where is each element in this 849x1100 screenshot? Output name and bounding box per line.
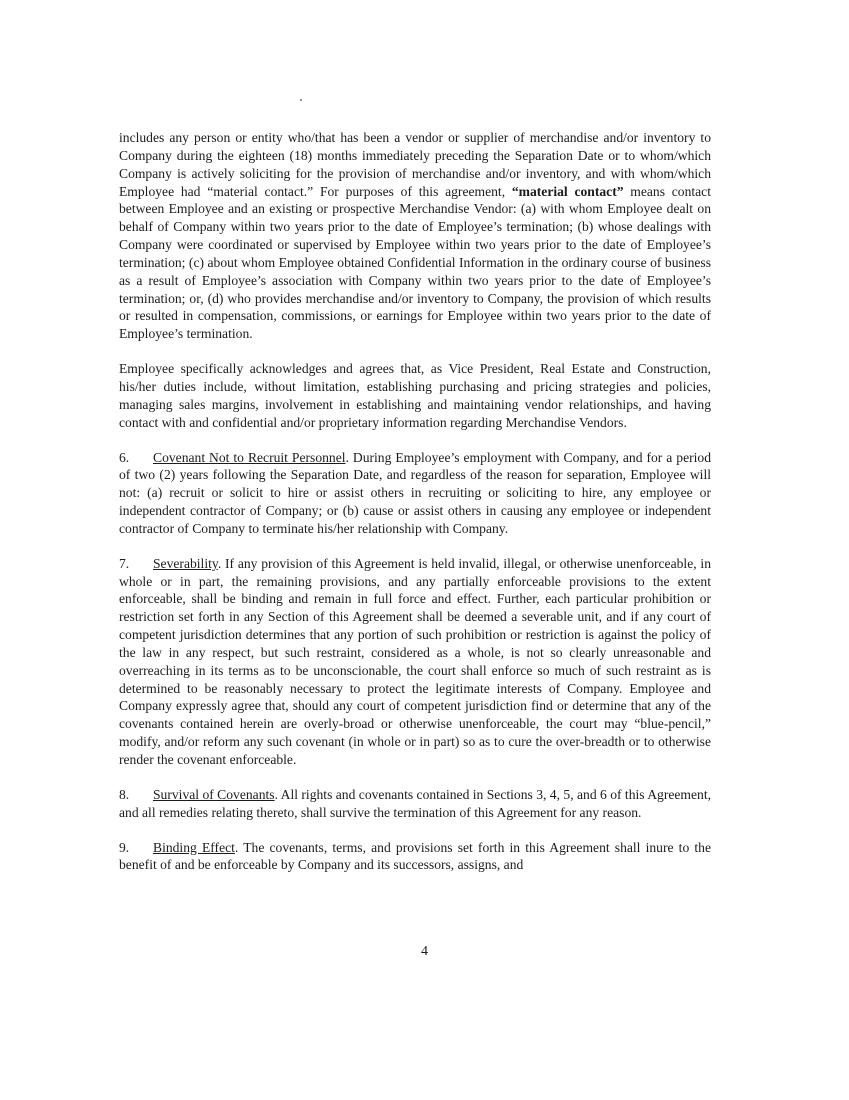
- section-title: Severability: [153, 555, 218, 571]
- section-9: [119, 839, 711, 875]
- section-number: 7.: [119, 555, 130, 571]
- section-title: Survival of Covenants: [153, 786, 275, 802]
- section-text: . If any provision of this Agreement is held invalid, illegal, or otherwise unenforceable, in whole or in part, the remaining provisions, and any partially enforceable provisions to the extent enforceable, shall be binding and remain in full force and effect. Further, each particular prohibition or restriction set forth in any Section of this Agreement shall be deemed a severable unit, and if any court of competent jurisdiction determines that any portion of such prohibition or restriction is against the policy of the law in any respect, but such restraint, considered as a whole, is not so clearly unreasonable and overreaching in its terms as to be unconscionable, the court shall enforce so much of such restraint as is determined to be reasonably necessary to protect the legitimate interests of Company. Employee and Company expressly agree that, should any court of competent jurisdiction find or determine that any of the covenants contained herein are overly-broad or otherwise unenforceable, the court may “blue-pencil,” modify, and/or reform any such covenant (in whole or in part) so as to cure the over-breadth or to otherwise render the covenant enforceable.: [119, 555, 711, 767]
- section-text: . During Employee’s employment with Company, and for a period of two (2) years following the Separation Date, and regardless of the reason for separation, Employee will not: (a) recruit or solicit to hire or assist others in recruiting or soliciting to hire, any employee or independent contractor of Company; or (b) cause or assist others in causing any employee or independent contractor of Company to terminate his/her relationship with Company.: [119, 449, 711, 536]
- document-body: [119, 129, 711, 891]
- paragraph-merchandise-vendor-definition: [119, 129, 711, 343]
- section-number: 9.: [119, 839, 130, 855]
- page-number: 4: [421, 944, 428, 959]
- paragraph-text: includes any person or entity who/that has been a vendor or supplier of merchandise and/or inventory to Company during the eighteen (18) months immediately preceding the Separation Date or to whom/which Company is actively soliciting for the provision of merchandise and/or inventory, and with whom/which Employee had “material contact.” For purposes of this agreement,: [119, 130, 711, 199]
- section-number: 6.: [119, 449, 130, 465]
- paragraph-text: means contact between Employee and an existing or prospective Merchandise Vendor: (a) with whom Employee dealt on behalf of Company within two years prior to the date of Employee’s termination; (b) whose dealings with Company were coordinated or supervised by Employee within two years prior to the date of Employee’s termination; (c) about whom Employee obtained Confidential Information in the ordinary course of business as a result of Employee’s association with Company within two years prior to the date of Employee’s termination; or, (d) who provides merchandise and/or inventory to Company, the provision of which results or resulted in compensation, commissions, or earnings for Employee within two years prior to the date of Employee’s termination.: [119, 183, 711, 342]
- section-title: Covenant Not to Recruit Personnel: [153, 449, 346, 465]
- section-text: . The covenants, terms, and provisions set forth in this Agreement shall inure to the benefit of and be enforceable by Company and its successors, assigns, and: [119, 839, 712, 873]
- scan-speck: [300, 99, 302, 101]
- section-7: [119, 555, 711, 769]
- section-number: 8.: [119, 786, 130, 802]
- section-6: [119, 449, 711, 538]
- paragraph-employee-acknowledgement: Employee specifically acknowledges and agrees that, as Vice President, Real Estate and Construction, his/her duties include, without limitation, establishing purchasing and pricing strategies and policies, managing sales margins, involvement in establishing and maintaining vendor relationships, and having contact with and confidential and/or proprietary information regarding Merchandise Vendors.: [119, 361, 711, 430]
- section-text: . All rights and covenants contained in Sections 3, 4, 5, and 6 of this Agreement, and all remedies relating thereto, shall survive the termination of this Agreement for any reason.: [119, 786, 712, 820]
- defined-term-material-contact: “material contact”: [511, 183, 624, 199]
- section-title: Binding Effect: [153, 839, 235, 855]
- section-8: [119, 786, 711, 822]
